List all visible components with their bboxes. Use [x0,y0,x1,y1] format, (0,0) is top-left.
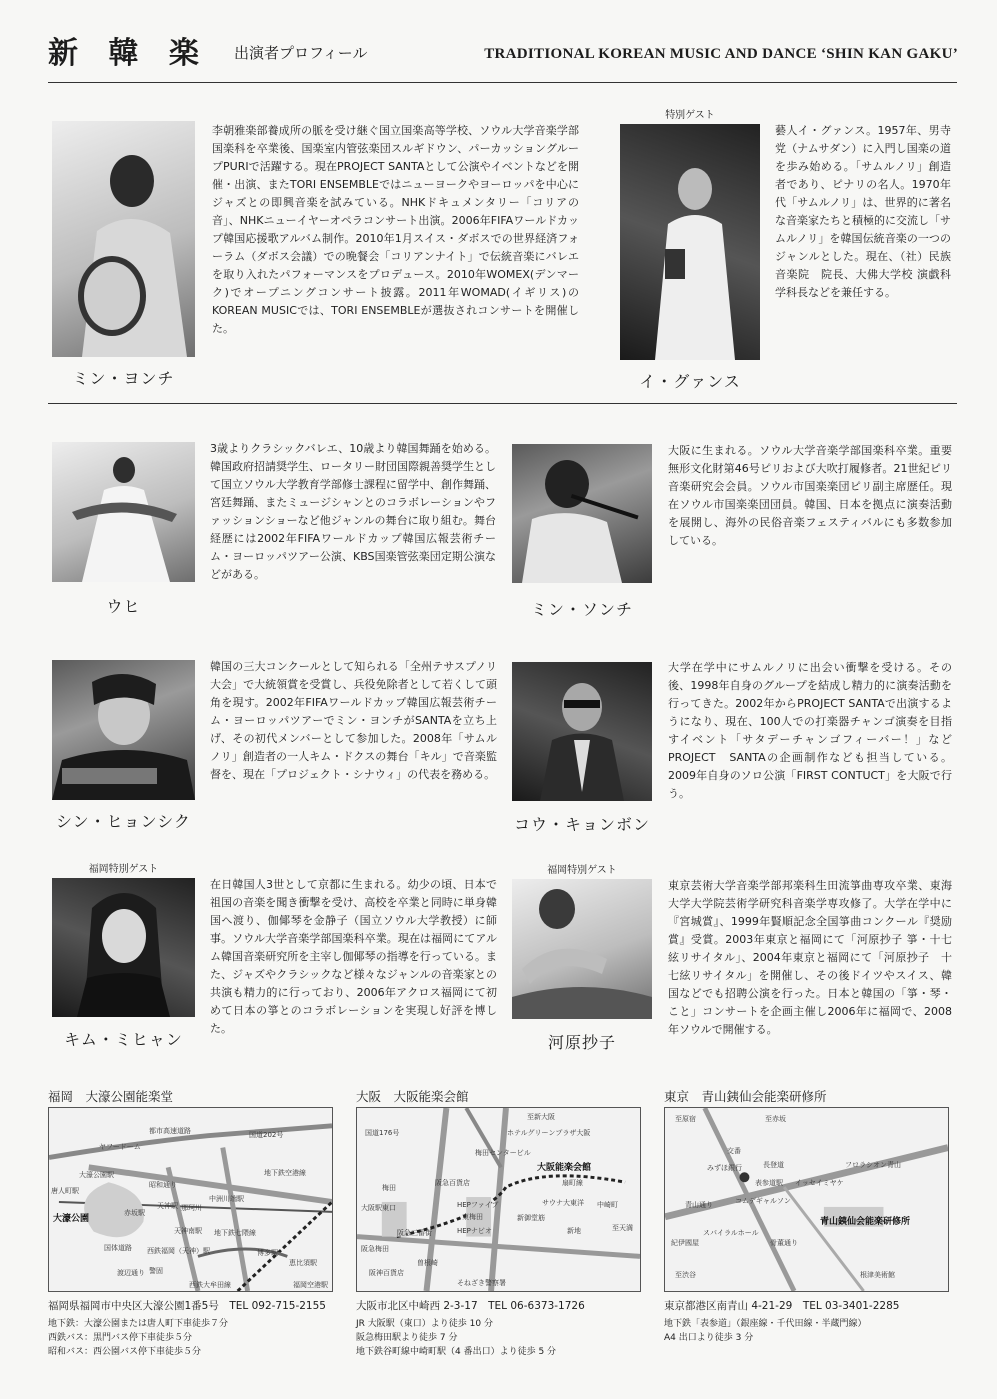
guest-tag: 福岡特別ゲスト [547,865,617,876]
header-divider [48,82,957,83]
map-label: 国体道路 [104,1244,132,1252]
page-title: 新 韓 楽 [48,36,209,71]
map-label: コムデギャルソン [735,1197,791,1205]
map-label: 地下鉄七隈線 [214,1229,256,1237]
map-label: 青山銕仙会能楽研修所 [820,1217,911,1227]
venue-access-osaka [356,1317,556,1359]
map-label: 扇町線 [562,1179,583,1187]
access-line: 西鉄バス：黒門バス停下車徒歩５分 [48,1333,193,1343]
map-label: 那珂川 [181,1204,202,1212]
map-label: 大阪駅東口 [361,1204,396,1212]
performer-bio: 大学在学中にサムルノリに出会い衝撃を受ける。その後、1998年自身のグループを結成し精力的に演奏活動を行ってきた。2002年からPROJECT SANTAで出演するようになり、現在、100人での打楽器チャンゴ演奏を目指すイベント「サタデーチャンゴフィーバー！」などPROJECT SANTAの企画制作なども担当している。2009年自身のソロ公演「FIRST CONTUCT」を大阪で行う。 [668,661,952,800]
english-title: TRADITIONAL KOREAN MUSIC AND DANCE ‘SHIN KAN GAKU’ [484,46,958,62]
map-label: 大濠公園駅 [79,1171,114,1179]
map-label: 阪急百貨店 [435,1179,470,1187]
map-label: 阪急三番街 [397,1229,432,1237]
map-fukuoka [48,1107,333,1292]
guest-tag: 特別ゲスト [665,110,715,121]
performer-name: シン・ヒョンシク [56,812,191,831]
venue-address-osaka: 大阪市北区中崎西 2-3-17 TEL 06-6373-1726 [356,1300,585,1312]
guest-tag: 福岡特別ゲスト [88,864,159,875]
performer-name: ミン・ヨンチ [72,369,175,388]
performer-photo-kawahara-shoko [512,879,652,1019]
performer-name: コウ・キョンボン [513,815,650,834]
map-label: 都市高速道路 [149,1127,191,1135]
map-label: 表参道駅 [755,1179,783,1187]
performer-bio: 東京芸術大学音楽学部邦楽科生田流箏曲専攻卒業、東海大学大学院芸術学研究科音楽学専攻修了。大学在学中に『宮城賞』、1999年賢順記念全国箏曲コンクール『奨励賞』受賞。2003年東京と福岡にて「河原抄子 箏・十七絃リサイタル」、2004年東京と福岡にて「河原抄子 十七絃リサイタル」を開催し、その後ドイツやスイス、韓国などでも招聘公演を行った。日本と韓国の「箏・琴・こと」コンサートを企画主催し2006年に福岡で、2008年ソウルで開催する。 [668,879,952,1036]
performer-bio: 大阪に生まれる。ソウル大学音楽学部国楽科卒業。重要無形文化財第46号ピリおよび大吹打履修者。21世紀ピリ音楽研究会会員。ソウル市国楽楽団ピリ副主席歴任。現在ソウル市国楽楽団団員。韓国、日本を拠点に演奏活動を展開し、海外の民俗音楽フェスティバルにも多数参加している。 [668,444,952,547]
performer-photo-kim-mihyan [52,878,195,1017]
map-label: 福岡空港駅 [293,1281,328,1289]
access-line: 昭和バス：西公園バス停下車徒歩５分 [48,1347,202,1357]
map-label: みずほ銀行 [707,1164,742,1172]
map-label: 国道202号 [249,1131,284,1139]
map-label: 赤坂駅 [124,1209,145,1217]
map-label: ホテルグリーンプラザ大阪 [507,1129,591,1137]
map-label: そねざき警察署 [457,1279,506,1287]
map-label: 中崎町 [597,1201,618,1209]
access-line: JR 大阪駅（東口）より徒歩 10 分 [356,1319,493,1329]
access-line: A4 出口より徒歩 3 分 [664,1333,754,1343]
performer-photo-lee-gwangsu [620,124,760,360]
performer-photo-min-sonchi [512,444,652,583]
map-label: 梅田センタービル [475,1149,531,1157]
map-label: 至新大阪 [527,1113,555,1121]
map-label: 国道176号 [365,1129,400,1137]
map-label: 警固 [149,1267,163,1275]
map-label: 曽根崎 [417,1259,438,1267]
map-label: 西鉄大牟田線 [189,1281,231,1289]
access-line: 地下鉄：大濠公園または唐人町下車徒歩７分 [48,1319,229,1329]
map-label: 根津美術館 [860,1271,895,1279]
map-label: 大阪能楽会館 [537,1163,592,1173]
map-label: 唐人町駅 [51,1187,79,1195]
map-label: スパイラルホール [703,1229,759,1237]
performer-photo-kou-kyonbon [512,662,652,801]
map-label: 大濠公園 [53,1214,90,1224]
map-label: イッセイミヤケ [795,1179,844,1187]
map-label: 中洲川端駅 [209,1195,244,1203]
performer-name: キム・ミヒャン [64,1030,183,1049]
venue-access-tokyo [664,1317,867,1345]
map-label: 昭和通り [149,1181,177,1189]
map-label: 恵比須駅 [289,1259,317,1267]
venue-title-tokyo: 東京 青山銕仙会能楽研修所 [664,1089,827,1104]
access-line: 地下鉄「表参道」（銀座線・千代田線・半蔵門線） [664,1319,867,1329]
map-label: 新御堂筋 [517,1214,545,1222]
venue-title-fukuoka: 福岡 大濠公園能楽堂 [48,1089,174,1104]
venue-address-fukuoka: 福岡県福岡市中央区大濠公園1番5号 TEL 092-715-2155 [48,1300,326,1312]
map-label: 渡辺通り [117,1269,145,1277]
map-label: 青山通り [685,1201,713,1209]
venue-access-fukuoka [48,1317,228,1359]
performer-bio: 在日韓国人3世として京都に生まれる。幼少の頃、日本で祖国の音楽を聞き衝撃を受け、高校を卒業と同時に単身韓国へ渡り、伽倻琴を金静子（国立ソウル大学教授）に師事。ソウル大学音楽学部国楽科卒業。現在は福岡にてアルム韓国音楽研究所を主宰し伽倻琴の指導を行っている。また、ジャズやクラシックなど様々なジャンルの音楽家との共演も精力的に行っており、2006年アクロス福岡にて初めて日本の箏とのコラボレーションを実現し好評を博した。 [210,878,497,1035]
map-label: 博多駅 [257,1249,278,1257]
performer-name: 河原抄子 [547,1033,616,1052]
section-divider [48,403,957,404]
map-label: 東梅田 [462,1213,483,1221]
performer-bio: 藝人イ・グァンス。1957年、男寺党（ナムサダン）に入門し国楽の道を歩み始める。「サムルノリ」創造者であり、ピナリの名人。1970年代「サムルノリ」は、世界的に著名な音楽家たちと積極的に交流し「サムルノリ」を韓国伝統音楽の一つのジャンルとした。現在、（社）民族音楽院 院長、大佛大学校 演戯科 学科長などを兼任する。 [775,124,951,299]
map-label: 天神駅 [157,1202,178,1210]
map-label: ヤフードーム [99,1143,141,1151]
map-label: 阪神百貨店 [369,1269,404,1277]
map-label: 西鉄福岡（天神）駅 [147,1247,210,1255]
access-line: 阪急梅田駅より徒歩 7 分 [356,1333,458,1343]
map-label: 長登道 [763,1161,784,1169]
performer-photo-shin-hyonshik [52,660,195,800]
map-label: 梅田 [382,1184,396,1192]
map-label: 至渋谷 [675,1271,696,1279]
map-label: 天神南駅 [174,1227,202,1235]
performer-bio: 李朝雅楽部養成所の脈を受け継ぐ国立国楽高等学校、ソウル大学音楽学部国楽科を卒業後、国楽室内管弦楽団スルギドウン、パーカッショングループPURIで活躍する。現在PROJECT SANTAとして公演やイベントなどを開催・出演、またTORI ENSEMBLEではニューヨークやヨーロッパを中心にジャズとの即興音楽を試みている。NHKドキュメンタリー「コリアの音」、NHKニューイヤーオペラコンサート出演。2006年FIFAワールドカップ韓国応援歌アルバム制作。2010年1月スイス・ダボスでの世界経済フォーラム（ダボス会議）での晩餐会「コリアンナイト」で伝統音楽にバレエを取り入れたパフォーマンスをプロデュース。2010年WOMEX(デンマーク)でオープニングコンサート披露。2011年WOMAD(イギリス)のKOREAN MUSICでは、TORI ENSEMBLEが選抜されコンサートを開催した。 [212,124,579,335]
performer-photo-uhi [52,442,195,582]
map-label: 交番 [727,1147,741,1155]
map-label: 至赤坂 [765,1115,786,1123]
map-label: 新地 [567,1227,581,1235]
performer-name: ミン・ソンチ [530,600,633,619]
map-label: 至原宿 [675,1115,696,1123]
map-osaka [356,1107,641,1292]
performer-photo-min-yongchi [52,121,195,357]
map-label: サウナ大東洋 [542,1199,584,1207]
map-label: HEPファイブ [457,1201,499,1209]
map-label: 紀伊國屋 [671,1239,699,1247]
map-label: 骨董通り [770,1239,798,1247]
performer-bio: 韓国の三大コンクールとして知られる「全州テサスプノリ大会」で大統領賞を受賞し、兵役免除者として若くして頭角を現す。2002年FIFAワールドカップ韓国広報芸術チーム・ヨーロッパツアーでミン・ヨンチがSANTAを立ち上げ、その初代メンバーとして参加した。2008年「サムルノリ」創造者の一人キム・ドクスの舞台「キル」で音楽監督を、現在「プロジェクト・シナウィ」の代表を務める。 [210,660,497,781]
map-label: HEPナビオ [457,1227,492,1235]
performer-bio: 3歳よりクラシックバレエ、10歳より韓国舞踊を始める。韓国政府招請奨学生、ロータリー財団国際親善奨学生として国立ソウル大学教育学部修士課程に留学中、創作舞踊、宮廷舞踊、またミュージシャンとのコラボレーションやファッションショーなど他ジャンルの舞台に取り組む。舞台経歴には2002年FIFAワールドカップ韓国広報芸術チーム・ヨーロッパツアー公演、KBS国楽管弦楽団定期公演などがある。 [210,442,496,581]
performer-name: イ・グァンス [639,372,741,391]
map-label: 至天満 [612,1224,633,1232]
performer-name: ウヒ [106,597,141,616]
map-label: 地下鉄空港線 [264,1169,306,1177]
map-tokyo [664,1107,949,1292]
map-label: 阪急梅田 [361,1245,389,1253]
page-header [48,28,958,80]
access-line: 地下鉄谷町線中崎町駅（4 番出口）より徒歩 5 分 [356,1347,557,1357]
venue-address-tokyo: 東京都港区南青山 4-21-29 TEL 03-3401-2285 [664,1300,900,1312]
page-subtitle: 出演者プロフィール [234,44,368,62]
map-label: フロラシオン青山 [845,1161,901,1169]
venue-title-osaka: 大阪 大阪能楽会館 [356,1089,469,1104]
